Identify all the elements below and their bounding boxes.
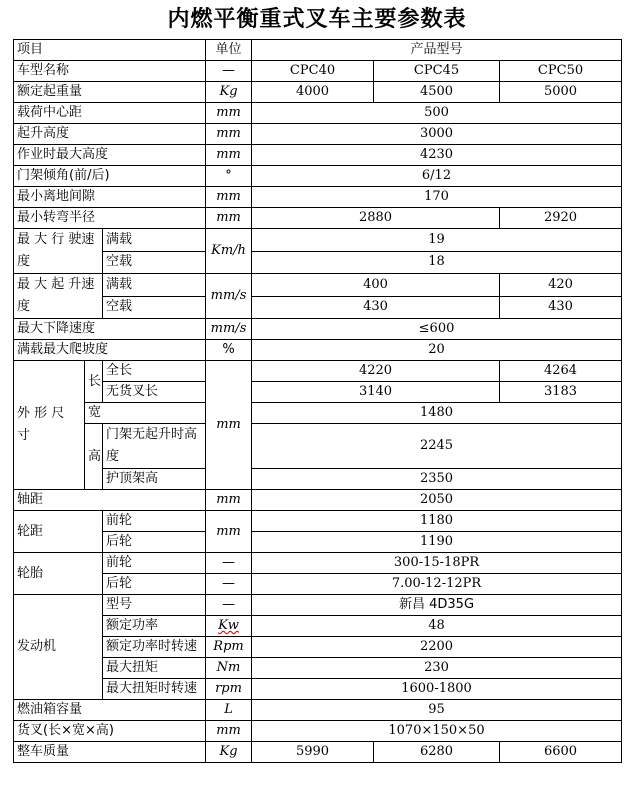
row-unit: Nm (206, 658, 252, 679)
sub-label: 前轮 (103, 511, 206, 532)
value-cpc50: 2920 (500, 208, 622, 229)
row-unit: mm (206, 361, 252, 490)
sub-label: 最大扭矩时转速 (103, 679, 206, 700)
value-cpc50: 4264 (500, 361, 622, 382)
row-value: 300-15-18PR (252, 553, 622, 574)
row-value: 170 (252, 187, 622, 208)
row-label: 最 大 行 驶速度 (14, 229, 103, 274)
value-cpc40-45: 2880 (252, 208, 500, 229)
value-cpc40-45: 430 (252, 296, 500, 319)
row-label: 起升高度 (14, 124, 206, 145)
row-unit: mm/s (206, 274, 252, 319)
sub-label: 宽 (85, 403, 206, 424)
row-label: 外 形 尺 寸 (14, 361, 85, 490)
row-rated-load (14, 82, 622, 103)
page-title: 内燃平衡重式叉车主要参数表 (167, 6, 467, 32)
row-tire-rear (14, 574, 622, 595)
row-unit: L (206, 700, 252, 721)
row-label: 作业时最大高度 (14, 145, 206, 166)
row-unit: mm (206, 187, 252, 208)
sub-label: 满载 (103, 274, 206, 297)
row-value: 3000 (252, 124, 622, 145)
row-engine-torque-speed (14, 679, 622, 700)
sub-label: 最大扭矩 (103, 658, 206, 679)
row-label: 满载最大爬坡度 (14, 340, 206, 361)
row-label: 最 大 起 升速度 (14, 274, 103, 319)
row-unit: ° (206, 166, 252, 187)
row-value: 新昌 4D35G (252, 595, 622, 616)
row-label: 燃油箱容量 (14, 700, 206, 721)
row-value: 6/12 (252, 166, 622, 187)
row-travel-speed-empty (14, 251, 622, 274)
value-cpc50: CPC50 (500, 61, 622, 82)
row-unit: mm/s (206, 319, 252, 340)
row-travel-speed-full (14, 229, 622, 252)
sub-label: 空载 (103, 296, 206, 319)
row-tread-front (14, 511, 622, 532)
sub-label: 后轮 (103, 574, 206, 595)
row-label: 载荷中心距 (14, 103, 206, 124)
row-max-work-height (14, 145, 622, 166)
value-cpc40: CPC40 (252, 61, 374, 82)
row-label: 最大下降速度 (14, 319, 206, 340)
row-value: 2245 (252, 424, 622, 469)
row-fork (14, 721, 622, 742)
row-engine-power (14, 616, 622, 637)
sub-sub-label: 护顶架高 (103, 469, 206, 490)
sub-label: 高 (85, 424, 103, 490)
value-cpc50: 420 (500, 274, 622, 297)
row-unit (206, 616, 252, 637)
row-engine-torque (14, 658, 622, 679)
row-unit: mm (206, 124, 252, 145)
row-value: 1180 (252, 511, 622, 532)
row-lift-height (14, 124, 622, 145)
row-fuel-tank (14, 700, 622, 721)
row-value: 48 (252, 616, 622, 637)
sub-sub-label: 全长 (103, 361, 206, 382)
sub-sub-label: 无货叉长 (103, 382, 206, 403)
sub-label: 满载 (103, 229, 206, 252)
row-value: 2200 (252, 637, 622, 658)
value-cpc40: 4000 (252, 82, 374, 103)
row-label: 额定起重量 (14, 82, 206, 103)
row-value: 2350 (252, 469, 622, 490)
row-unit: mm (206, 721, 252, 742)
row-dim-overall-length (14, 361, 622, 382)
row-unit: mm (206, 103, 252, 124)
value-cpc40: 5990 (252, 742, 374, 763)
sub-label: 型号 (103, 595, 206, 616)
row-value: 1070×150×50 (252, 721, 622, 742)
sub-label: 后轮 (103, 532, 206, 553)
row-label: 门架倾角(前/后) (14, 166, 206, 187)
row-tread-rear (14, 532, 622, 553)
row-unit: Km/h (206, 229, 252, 274)
sub-label: 额定功率 (103, 616, 206, 637)
value-cpc45: 4500 (374, 82, 500, 103)
row-mast-tilt (14, 166, 622, 187)
header-model: 产品型号 (252, 40, 622, 61)
row-model-name (14, 61, 622, 82)
row-label: 发动机 (14, 595, 103, 700)
row-value: 20 (252, 340, 622, 361)
sub-label: 长 (85, 361, 103, 403)
spec-table (13, 39, 622, 763)
row-value: 4230 (252, 145, 622, 166)
value-cpc40-45: 400 (252, 274, 500, 297)
header-item: 项目 (14, 40, 206, 61)
row-engine-rated-speed (14, 637, 622, 658)
value-cpc50: 6600 (500, 742, 622, 763)
row-unit: mm (206, 145, 252, 166)
row-label: 最小离地间隙 (14, 187, 206, 208)
row-value: 7.00-12-12PR (252, 574, 622, 595)
row-value: 2050 (252, 490, 622, 511)
header-unit: 单位 (206, 40, 252, 61)
sub-sub-label: 门架无起升时高度 (103, 424, 206, 469)
row-value: 230 (252, 658, 622, 679)
row-label: 轮距 (14, 511, 103, 553)
row-min-clearance (14, 187, 622, 208)
row-unit: Rpm (206, 637, 252, 658)
row-wheelbase (14, 490, 622, 511)
row-lift-speed-full (14, 274, 622, 297)
value-cpc45: CPC45 (374, 61, 500, 82)
row-unit: — (206, 61, 252, 82)
row-unit: Kg (206, 742, 252, 763)
row-unit: mm (206, 511, 252, 553)
row-label: 车型名称 (14, 61, 206, 82)
row-label: 整车质量 (14, 742, 206, 763)
row-load-center (14, 103, 622, 124)
row-value: ≤600 (252, 319, 622, 340)
row-unit: Kg (206, 82, 252, 103)
row-label: 最小转弯半径 (14, 208, 206, 229)
row-max-lower-speed (14, 319, 622, 340)
row-dim-width (14, 403, 622, 424)
row-unit: mm (206, 208, 252, 229)
row-unit: % (206, 340, 252, 361)
row-value: 1190 (252, 532, 622, 553)
sub-label: 额定功率时转速 (103, 637, 206, 658)
sub-label: 前轮 (103, 553, 206, 574)
unit-text: Kw (218, 618, 239, 633)
value-cpc50: 5000 (500, 82, 622, 103)
row-value: 19 (252, 229, 622, 252)
row-unit: rpm (206, 679, 252, 700)
value-cpc40-45: 4220 (252, 361, 500, 382)
row-unit: — (206, 595, 252, 616)
header-row (14, 40, 622, 61)
row-vehicle-mass (14, 742, 622, 763)
row-engine-model (14, 595, 622, 616)
row-unit: — (206, 574, 252, 595)
row-value: 500 (252, 103, 622, 124)
value-cpc50: 3183 (500, 382, 622, 403)
row-value: 1480 (252, 403, 622, 424)
row-label: 轮胎 (14, 553, 103, 595)
row-value: 18 (252, 251, 622, 274)
row-unit: — (206, 553, 252, 574)
row-label: 货叉(长×宽×高) (14, 721, 206, 742)
row-label: 轴距 (14, 490, 206, 511)
sub-label: 空载 (103, 251, 206, 274)
row-value: 1600-1800 (252, 679, 622, 700)
value-cpc40-45: 3140 (252, 382, 500, 403)
row-max-gradeability (14, 340, 622, 361)
row-tire-front (14, 553, 622, 574)
row-lift-speed-empty (14, 296, 622, 319)
value-cpc45: 6280 (374, 742, 500, 763)
row-dim-no-fork-length (14, 382, 622, 403)
value-cpc50: 430 (500, 296, 622, 319)
row-unit: mm (206, 490, 252, 511)
row-value: 95 (252, 700, 622, 721)
row-min-turn-radius (14, 208, 622, 229)
row-dim-guard (14, 469, 622, 490)
